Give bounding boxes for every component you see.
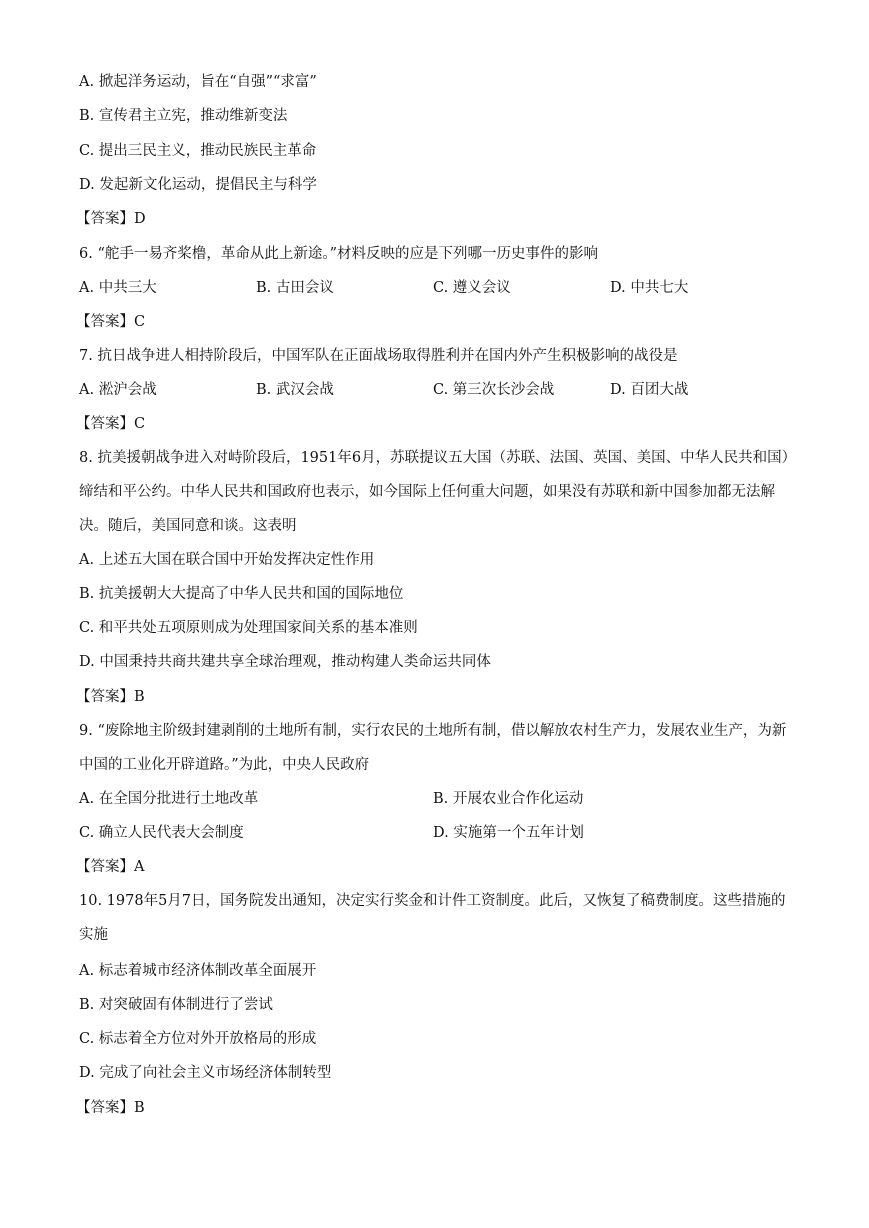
q10-option-d: D. 完成了向社会主义市场经济体制转型 — [79, 1065, 332, 1081]
q6-option-c: C. 遵义会议 — [433, 280, 511, 296]
q7-option-d: D. 百团大战 — [610, 382, 689, 398]
q7-answer: 【答案】C — [76, 416, 146, 432]
q6-answer: 【答案】C — [76, 314, 146, 330]
q5-option-c: C. 提出三民主义，推动民族民主革命 — [79, 143, 317, 159]
q7-stem: 7. 抗日战争进人相持阶段后，中国军队在正面战场取得胜利并在国内外产生积极影响的战役是 — [79, 348, 678, 364]
q6-option-a: A. 中共三大 — [79, 280, 157, 296]
q10-answer: 【答案】B — [76, 1100, 145, 1116]
q7-option-c: C. 第三次长沙会战 — [433, 382, 555, 398]
q10-option-a: A. 标志着城市经济体制改革全面展开 — [79, 963, 317, 979]
q5-answer: 【答案】D — [76, 211, 146, 227]
q6-stem: 6. “舵手一易齐桨橹，革命从此上新途。”材料反映的应是下列哪一历史事件的影响 — [79, 246, 599, 262]
q5-option-a: A. 掀起洋务运动，旨在“自强”“求富” — [79, 74, 317, 90]
q8-option-a: A. 上述五大国在联合国中开始发挥决定性作用 — [79, 552, 375, 568]
q8-answer: 【答案】B — [76, 689, 145, 705]
q7-option-a: A. 淞沪会战 — [79, 382, 157, 398]
q9-stem: 9. “废除地主阶级封建剥削的土地所有制，实行农民的土地所有制，借以解放农村生产力，发展农业生产，为新中国的工业化开辟道路。”为此，中央人民政府 — [79, 723, 787, 773]
q5-option-d: D. 发起新文化运动，提倡民主与科学 — [79, 177, 317, 193]
q6-option-b: B. 古田会议 — [256, 280, 334, 296]
q8-stem: 8. 抗美援朝战争进入对峙阶段后，1951年6月，苏联提议五大国（苏联、法国、英国、美国、中华人民共和国）缔结和平公约。中华人民共和国政府也表示，如今国际上任何重大问题，如果没有苏联和新中国参加都无法解决。随后，美国同意和谈。这表明 — [79, 450, 789, 534]
q8-option-c: C. 和平共处五项原则成为处理国家间关系的基本准则 — [79, 620, 418, 636]
q9-option-a: A. 在全国分批进行土地改革 — [79, 791, 259, 807]
q6-option-d: D. 中共七大 — [610, 280, 689, 296]
q9-option-b: B. 开展农业合作化运动 — [433, 791, 584, 807]
q7-option-b: B. 武汉会战 — [256, 382, 334, 398]
q10-option-b: B. 对突破固有体制进行了尝试 — [79, 997, 273, 1013]
q9-option-d: D. 实施第一个五年计划 — [433, 825, 584, 841]
q8-option-b: B. 抗美援朝大大提高了中华人民共和国的国际地位 — [79, 586, 404, 602]
q10-option-c: C. 标志着全方位对外开放格局的形成 — [79, 1031, 317, 1047]
q9-option-c: C. 确立人民代表大会制度 — [79, 825, 244, 841]
q8-option-d: D. 中国秉持共商共建共享全球治理观，推动构建人类命运共同体 — [79, 654, 491, 670]
q5-option-b: B. 宣传君主立宪，推动维新变法 — [79, 108, 288, 124]
q9-answer: 【答案】A — [76, 859, 145, 875]
q10-stem: 10. 1978年5月7日，国务院发出通知，决定实行奖金和计件工资制度。此后，又恢复了稿费制度。这些措施的实施 — [79, 893, 786, 943]
